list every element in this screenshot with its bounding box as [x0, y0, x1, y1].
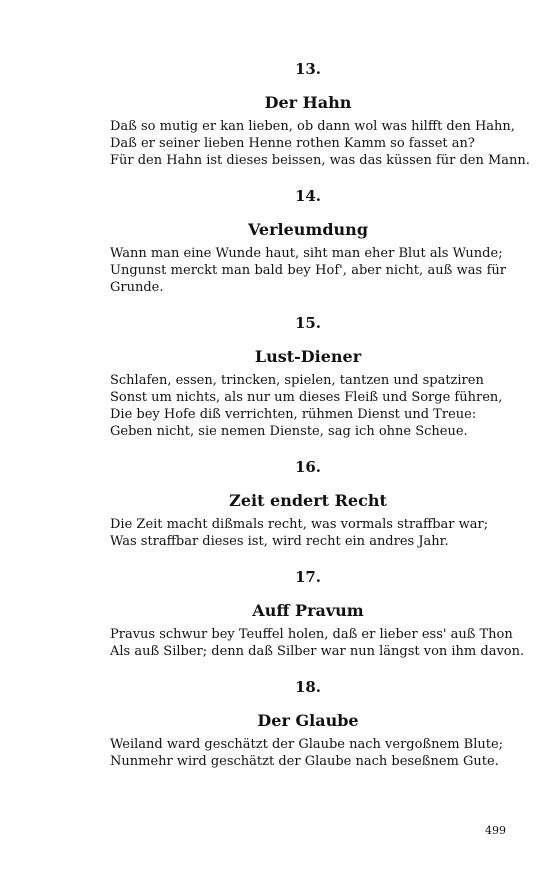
poem-line: Als auß Silber; denn daß Silber war nun längst von ihm davon.	[110, 644, 525, 659]
poem-line: Schlafen, essen, trincken, spielen, tantzen und spatziren	[110, 373, 484, 388]
poem-line: Daß so mutig er kan lieben, ob dann wol was hilfft den Hahn,	[110, 119, 515, 134]
poem-number: 15.	[294, 314, 322, 332]
poem-line: Grunde.	[110, 280, 164, 295]
poem-line: Nunmehr wird geschätzt der Glaube nach besеßnem Gute.	[110, 754, 499, 769]
poem-line: Pravus schwur bey Teuffel holen, daß er lieber ess' auß Thon	[110, 627, 513, 642]
poem-15	[110, 314, 506, 440]
poem-number: 17.	[294, 568, 322, 586]
poem-lines	[110, 626, 525, 660]
poem-line: Daß er seiner lieben Henne rothen Kamm so fasset an?	[110, 136, 475, 151]
poem-line: Wann man eine Wunde haut, siht man eher Blut als Wunde;	[110, 246, 503, 261]
poem-lines	[110, 372, 506, 440]
poem-line: Was straffbar dieses ist, wird recht ein andres Jahr.	[110, 534, 449, 549]
poem-title: Der Glaube	[257, 711, 359, 730]
poem-title: Der Hahn	[264, 93, 352, 112]
poem-lines	[110, 516, 506, 550]
page-number: 499	[485, 824, 506, 837]
poem-line: Die Zeit macht dißmals recht, was vormals straffbar war;	[110, 517, 489, 532]
poem-number: 16.	[294, 458, 322, 476]
poem-title: Zeit endert Recht	[229, 491, 387, 510]
page-body	[110, 60, 530, 788]
poem-17	[110, 568, 525, 660]
poem-14	[110, 187, 506, 296]
poem-line: Ungunst merckt man bald bey Hof', aber nicht, auß was für	[110, 263, 506, 278]
poem-13	[110, 60, 530, 169]
poem-line: Für den Hahn ist dieses beissen, was das küssen für den Mann.	[110, 153, 530, 168]
poem-line: Geben nicht, sie nemen Dienste, sag ich ohne Scheue.	[110, 424, 468, 439]
poem-line: Sonst um nichts, als nur um dieses Fleiß und Sorge führen,	[110, 390, 503, 405]
poem-number: 13.	[294, 60, 322, 78]
poem-title: Auff Pravum	[252, 601, 364, 620]
poem-lines	[110, 118, 530, 169]
poem-lines	[110, 245, 506, 296]
poem-title: Verleumdung	[247, 220, 368, 239]
poem-18	[110, 678, 506, 770]
poem-line: Die bey Hofe diß verrichten, rühmen Dienst und Treue:	[110, 407, 477, 422]
poem-title: Lust-Diener	[254, 347, 362, 366]
poem-16	[110, 458, 506, 550]
poem-lines	[110, 736, 506, 770]
poem-line: Weiland ward geschätzt der Glaube nach vergoßnem Blute;	[110, 737, 504, 752]
poem-number: 18.	[294, 678, 322, 696]
poem-number: 14.	[294, 187, 322, 205]
